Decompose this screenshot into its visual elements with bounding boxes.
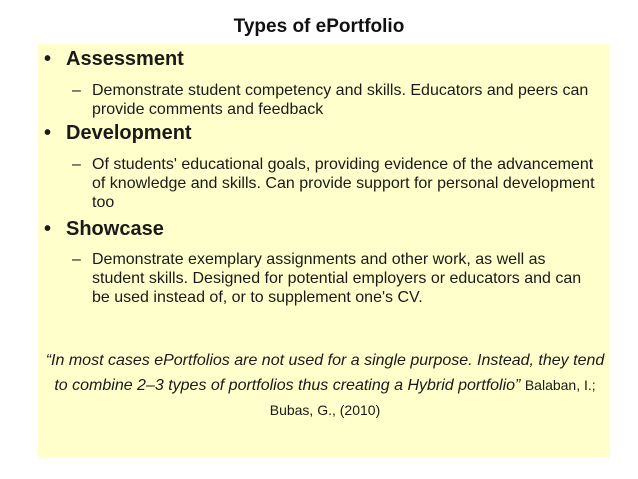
dash-icon: – bbox=[72, 82, 81, 99]
bullet-showcase bbox=[44, 218, 164, 241]
bullet-icon: • bbox=[44, 48, 52, 70]
bullet-label: Showcase bbox=[66, 218, 164, 240]
dash-icon: – bbox=[72, 251, 81, 268]
slide-title: Types of ePortfolio bbox=[233, 16, 405, 37]
sub-showcase bbox=[72, 250, 602, 307]
sub-text: Demonstrate exemplary assignments and other work, as well as student skills. Designed for potential employers or educators and can be used instead of, or to supplement one's CV. bbox=[92, 251, 582, 306]
bullet-label: Development bbox=[66, 122, 192, 144]
quote-citation: Balaban, I.; Bubas, G., (2010) bbox=[269, 377, 596, 418]
bullet-icon: • bbox=[44, 122, 52, 144]
sub-development bbox=[72, 155, 602, 212]
bullet-label: Assessment bbox=[66, 48, 184, 70]
quote-block bbox=[40, 348, 610, 423]
sub-text: Demonstrate student competency and skills. Educators and peers can provide comments and feedback bbox=[92, 82, 589, 118]
bullet-assessment bbox=[44, 48, 184, 71]
dash-icon: – bbox=[72, 156, 81, 173]
bullet-development bbox=[44, 122, 192, 145]
quote-text: “In most cases ePortfolios are not used for a single purpose. Instead, they tend to combine 2–3 types of portfolios thus creating a Hybrid portfolio” bbox=[45, 352, 605, 394]
bullet-icon: • bbox=[44, 218, 52, 240]
sub-text: Of students' educational goals, providing evidence of the advancement of knowledge and skills. Can provide support for personal development too bbox=[92, 156, 595, 211]
sub-assessment bbox=[72, 81, 602, 119]
